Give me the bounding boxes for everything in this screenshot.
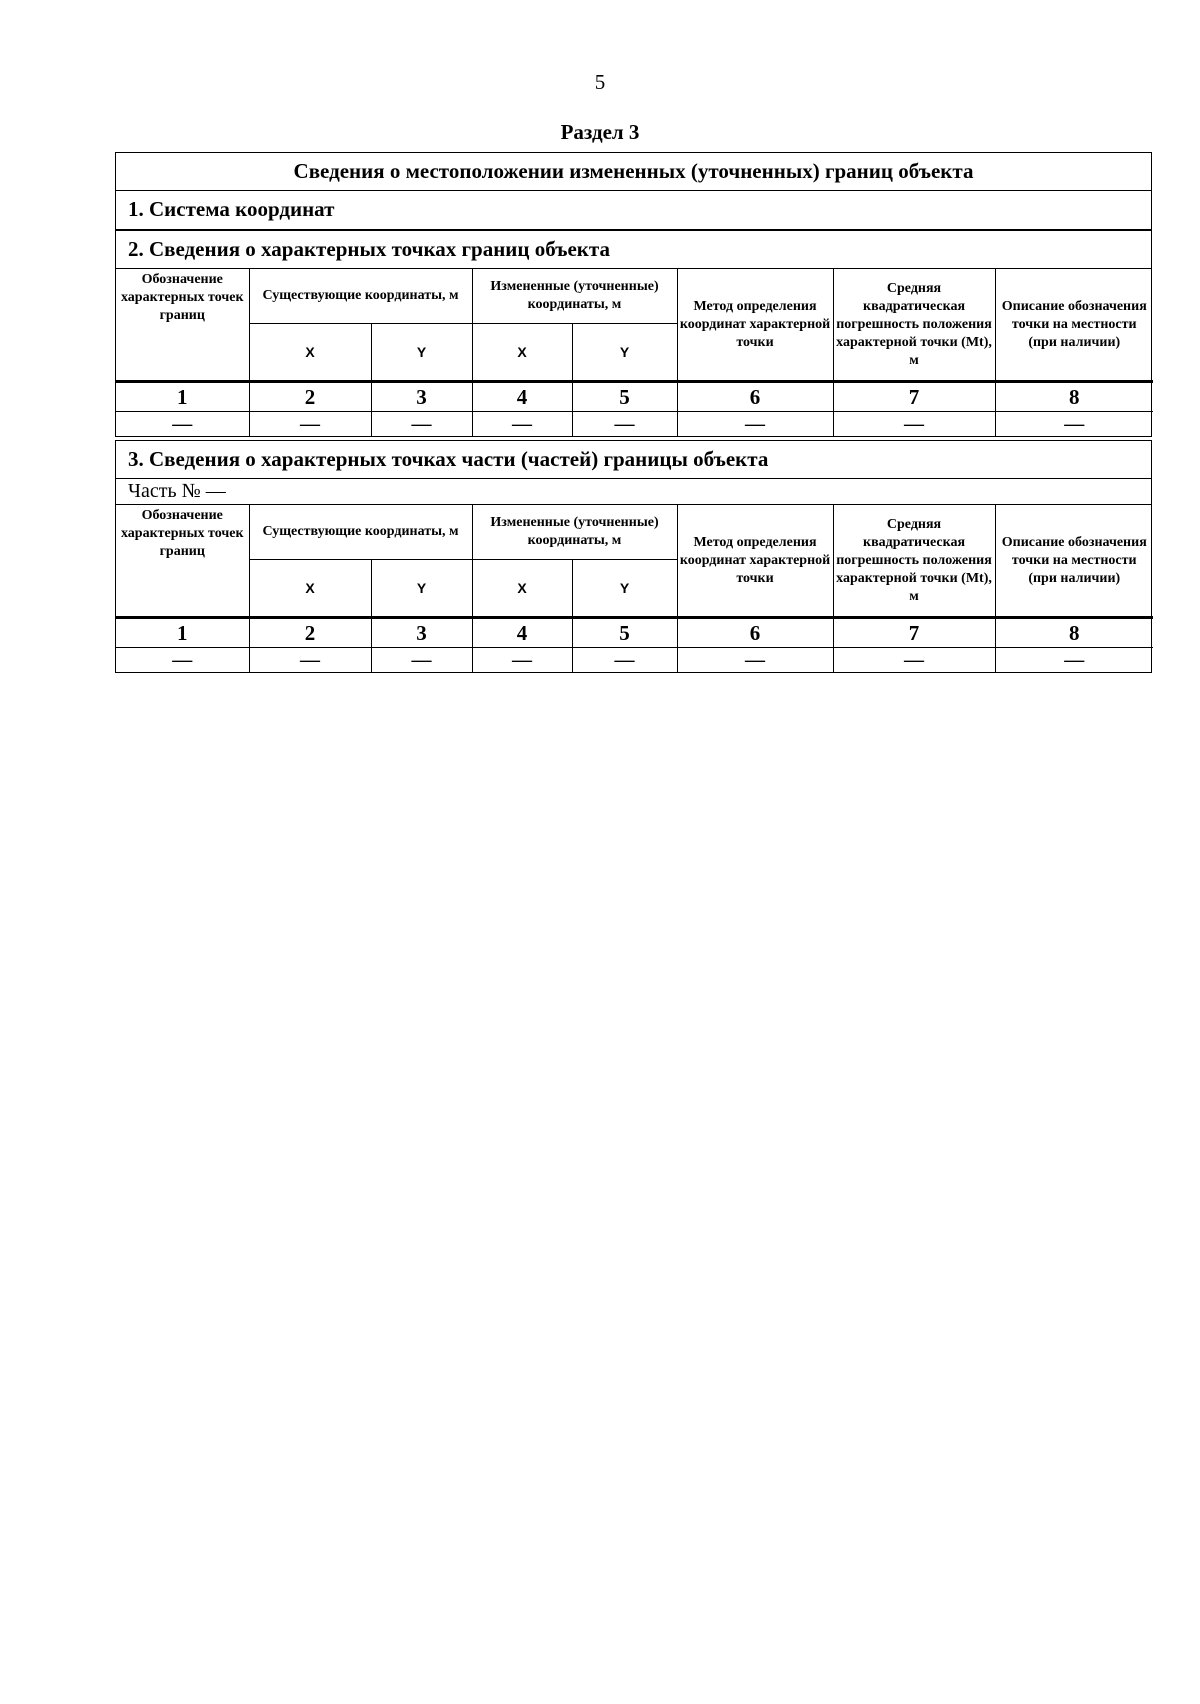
header-existing-x: X [249, 560, 371, 618]
points-table [116, 269, 1153, 436]
column-number: 6 [677, 618, 833, 648]
header-error: Средняя квадратическая погрешность положения характерной точки (Mt), м [833, 269, 995, 382]
table-cell: — [677, 412, 833, 437]
column-number: 8 [995, 618, 1153, 648]
section-title: Раздел 3 [560, 120, 640, 144]
column-number-row [116, 618, 1153, 648]
column-number: 8 [995, 382, 1153, 412]
header-changed-x: X [472, 560, 572, 618]
column-number: 2 [249, 618, 371, 648]
header-method: Метод определения координат характерной точки [677, 269, 833, 382]
header-description: Описание обозначения точки на местности (при наличии) [995, 269, 1153, 382]
part-points-table [116, 505, 1153, 672]
header-changed-coords: Измененные (уточненные) координаты, м [472, 505, 677, 560]
header-existing-y: Y [371, 324, 472, 382]
header-changed-y: Y [572, 560, 677, 618]
header-point-designation: Обозначение характерных точек границ [116, 269, 249, 382]
table-cell: — [995, 412, 1153, 437]
table-cell: — [833, 648, 995, 673]
header-error: Средняя квадратическая погрешность положения характерной точки (Mt), м [833, 505, 995, 618]
table-cell: — [677, 648, 833, 673]
table-cell: — [572, 412, 677, 437]
part-points-section-title: 3. Сведения о характерных точках части (частей) границы объекта [116, 441, 1151, 479]
column-number: 7 [833, 618, 995, 648]
main-title: Сведения о местоположении измененных (уточненных) границ объекта [116, 153, 1151, 191]
column-number-row [116, 382, 1153, 412]
page-number: 5 [594, 70, 606, 94]
table-cell: — [833, 412, 995, 437]
table-row [116, 412, 1153, 437]
part-label: Часть № — [116, 479, 1151, 505]
table-cell: — [371, 648, 472, 673]
table-cell: — [371, 412, 472, 437]
column-number: 5 [572, 382, 677, 412]
table-row [116, 648, 1153, 673]
header-point-designation: Обозначение характерных точек границ [116, 505, 249, 618]
header-existing-y: Y [371, 560, 472, 618]
column-number: 4 [472, 618, 572, 648]
column-number: 6 [677, 382, 833, 412]
column-number: 5 [572, 618, 677, 648]
column-number: 4 [472, 382, 572, 412]
table-cell: — [249, 412, 371, 437]
table-cell: — [116, 412, 249, 437]
table-cell: — [249, 648, 371, 673]
main-title-block [115, 152, 1152, 230]
column-number: 1 [116, 382, 249, 412]
header-description: Описание обозначения точки на местности (при наличии) [995, 505, 1153, 618]
header-existing-x: X [249, 324, 371, 382]
points-section-title: 2. Сведения о характерных точках границ объекта [116, 231, 1151, 269]
header-changed-coords: Измененные (уточненные) координаты, м [472, 269, 677, 324]
column-number: 7 [833, 382, 995, 412]
column-number: 3 [371, 382, 472, 412]
header-method: Метод определения координат характерной точки [677, 505, 833, 618]
column-number: 2 [249, 382, 371, 412]
column-number: 1 [116, 618, 249, 648]
table-cell: — [472, 412, 572, 437]
part-points-block [115, 440, 1152, 673]
coord-system-row: 1. Система координат [128, 197, 335, 221]
table-cell: — [995, 648, 1153, 673]
header-existing-coords: Существующие координаты, м [249, 269, 472, 324]
points-block [115, 230, 1152, 437]
header-changed-y: Y [572, 324, 677, 382]
header-existing-coords: Существующие координаты, м [249, 505, 472, 560]
table-cell: — [472, 648, 572, 673]
table-cell: — [572, 648, 677, 673]
column-number: 3 [371, 618, 472, 648]
table-cell: — [116, 648, 249, 673]
header-changed-x: X [472, 324, 572, 382]
